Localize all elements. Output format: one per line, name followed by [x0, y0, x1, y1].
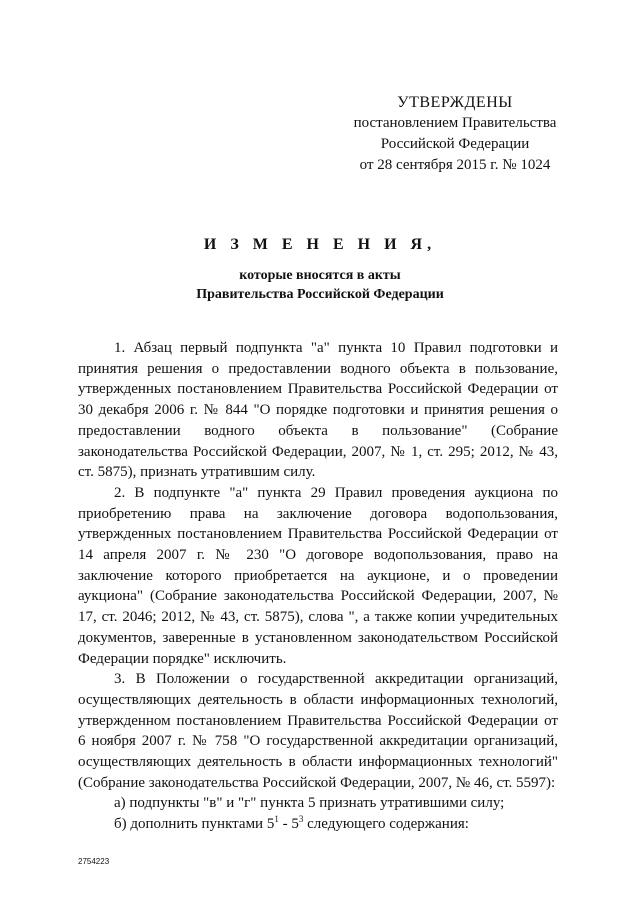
subtitle-line-2: Правительства Российской Федерации	[196, 287, 444, 302]
approval-line-3: от 28 сентября 2015 г. № 1024	[359, 157, 551, 173]
paragraph-2: 2. В подпункте "а" пункта 29 Правил проведения аукциона по приобретению права на заключение договора водопользования, утвержденных постановлением Правительства Российской Федерации от 14 апреля 2007 г. № 230 "О договоре водопользования, право на заключение которого приобретается на аукционе, и о проведении аукциона" (Собрание законодательства Российской Федерации, 2007, № 17, ст. 2046; 2012, № 43, ст. 5875), слова ", а также копии учредительных документов, заверенные в установленном законодательством Российской Федерации порядке" исключить.	[78, 484, 558, 667]
document-body	[78, 338, 558, 835]
p3b-post: следующего содержания:	[303, 816, 469, 833]
paragraph-3a: а) подпункты "в" и "г" пункта 5 признать утратившими силу;	[114, 795, 505, 812]
p3b-sup-2: 3	[298, 814, 304, 825]
p3b-pre: б) дополнить пунктами 5	[114, 816, 275, 833]
document-title: И З М Е Н Е Н И Я,	[203, 236, 437, 253]
document-code: 2754223	[78, 857, 110, 866]
paragraph-3: 3. В Положении о государственной аккредитации организаций, осуществляющих деятельность в области информационных технологий, утвержденном постановлением Правительства Российской Федерации от 6 ноября 2007 г. № 758 "О государственной аккредитации организаций, осуществляющих деятельность в области информационных технологий" (Собрание законодательства Российской Федерации, 2007, № 46, ст. 5597):	[78, 671, 558, 791]
p3b-mid: - 5	[278, 816, 299, 833]
p3b-sup-1: 1	[274, 814, 279, 825]
paragraph-1: 1. Абзац первый подпункта "а" пункта 10 Правил подготовки и принятия решения о предоставлении водного объекта в пользование, утвержденных постановлением Правительства Российской Федерации от 30 декабря 2006 г. № 844 "О порядке подготовки и принятия решения о предоставлении водного объекта в пользование" (Собрание законодательства Российской Федерации, 2007, № 1, ст. 295; 2012, № 43, ст. 5875), признать утратившим силу.	[78, 340, 558, 481]
subtitle-line-1: которые вносятся в акты	[239, 268, 401, 283]
approval-line-1: постановлением Правительства	[353, 115, 557, 131]
document-subtitle	[0, 266, 640, 304]
approval-heading: УТВЕРЖДЕНЫ	[397, 94, 513, 111]
approval-line-2: Российской Федерации	[380, 136, 530, 152]
document-title-block	[0, 0, 640, 304]
paragraph-3b	[78, 814, 558, 835]
